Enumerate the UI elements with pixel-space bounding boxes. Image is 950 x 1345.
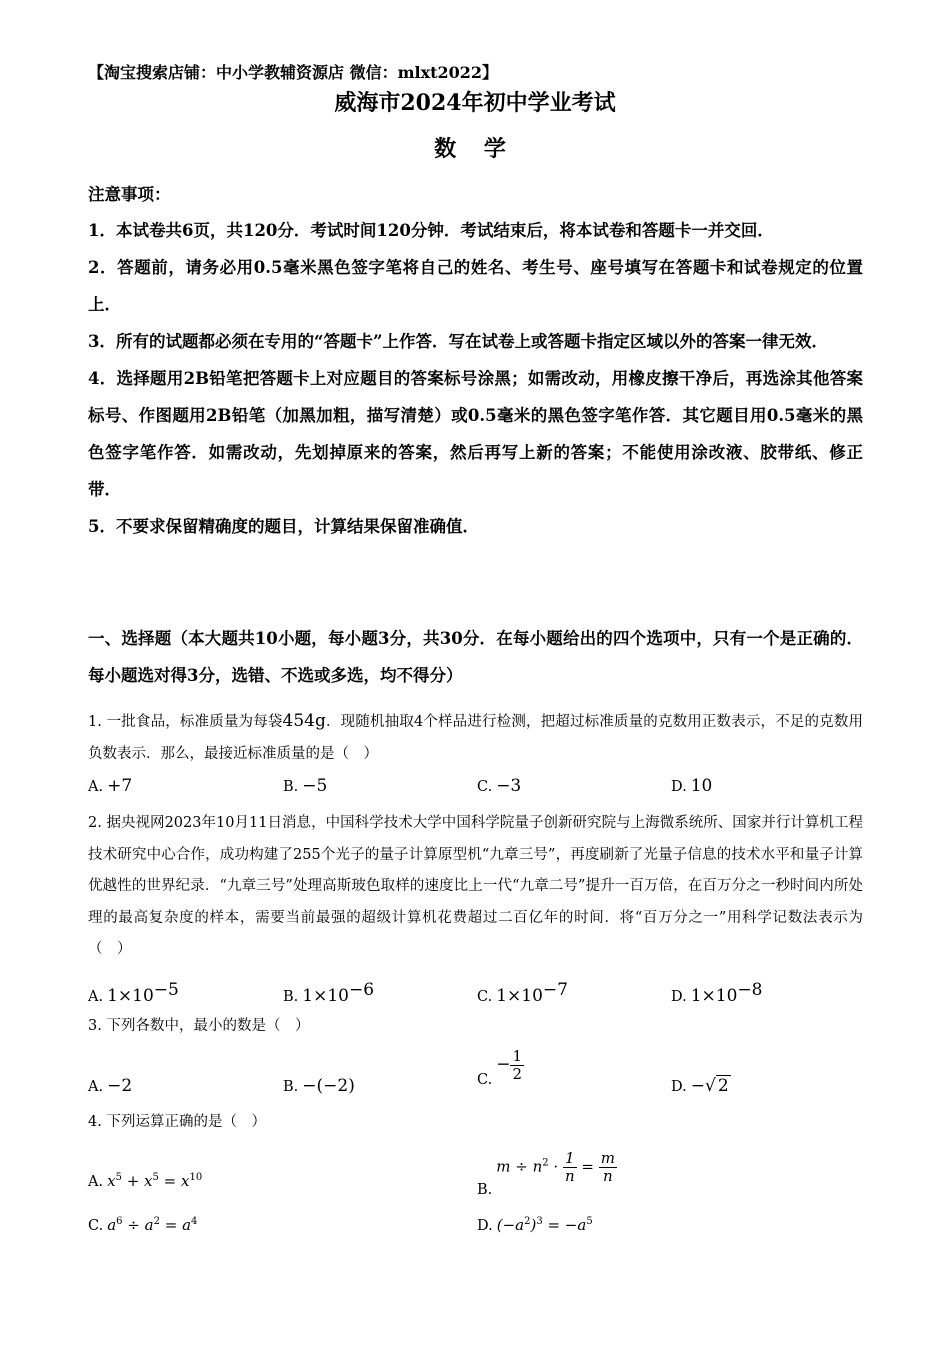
exam-title: 威海市2024年初中学业考试 — [334, 90, 616, 116]
option-label: A. — [88, 1174, 104, 1190]
option-a[interactable] — [88, 1172, 202, 1190]
option-d[interactable] — [477, 1216, 593, 1234]
fraction-denominator: 2 — [512, 1065, 522, 1083]
option-d[interactable] — [671, 1076, 731, 1096]
fraction-denominator: n — [564, 1167, 575, 1185]
option-sign: − — [690, 1076, 705, 1096]
notice-title: 注意事项： — [88, 185, 171, 204]
term: a — [144, 1216, 154, 1234]
option-b[interactable] — [283, 776, 327, 796]
fraction-numerator: 1 — [512, 1047, 522, 1065]
q1-stem-part: 1. 一批食品，标准质量为每袋 — [88, 714, 283, 730]
exponent: 10 — [189, 1172, 203, 1184]
option-a[interactable] — [88, 776, 132, 796]
option-base: 1×10 — [107, 985, 154, 1006]
exponent: 2 — [542, 1157, 549, 1169]
option-d[interactable] — [671, 776, 712, 796]
option-label: C. — [477, 1071, 493, 1088]
option-c[interactable] — [88, 1216, 197, 1234]
q1-stem-part: ．现随机抽取4个样品进行检测，把超过标准质量的克数用正数表示，不足的克数用负数表示．那么，最接近标准质量的是（ ） — [88, 714, 863, 762]
operator: = — [159, 1216, 183, 1234]
option-label: B. — [477, 1181, 493, 1198]
exponent: 5 — [586, 1216, 593, 1228]
section-heading — [88, 620, 863, 694]
option-label: B. — [283, 779, 299, 795]
fraction — [599, 1150, 617, 1185]
operator: · — [548, 1157, 563, 1176]
option-exponent: −6 — [348, 980, 375, 1000]
operator: = — [158, 1172, 181, 1190]
option-b[interactable] — [283, 1076, 355, 1096]
option-label: D. — [477, 1218, 493, 1234]
option-value: +7 — [107, 776, 133, 796]
option-exponent: −8 — [737, 980, 763, 1000]
question-4-options-row2 — [88, 1216, 863, 1248]
question-4-options-row1 — [88, 1150, 863, 1200]
term: m ÷ n — [496, 1157, 543, 1176]
notice-item: 2．答题前，请务必用0.5毫米黑色签字笔将自己的姓名、考生号、座号填写在答题卡和试卷规定的位置上． — [88, 258, 863, 314]
option-b[interactable] — [477, 1150, 617, 1198]
sqrt-sign-icon: √ — [704, 1076, 716, 1096]
option-c[interactable] — [477, 980, 568, 1006]
notices-list — [88, 212, 863, 545]
exponent: 5 — [115, 1172, 122, 1184]
option-label: C. — [88, 1218, 104, 1234]
notice-item: 4．选择题用2B铅笔把答题卡上对应题目的答案标号涂黑；如需改动，用橡皮擦干净后，再选涂其他答案标号、作图题用2B铅笔（加黑加粗，描写清楚）或0.5毫米的黑色签字笔作答．其它题目用0.5毫米的黑色签字笔作答．如需改动，先划掉原来的答案，然后再写上新的答案；不能使用涂改液、胶带纸、修正带． — [88, 369, 863, 499]
question-3-options — [88, 1047, 863, 1102]
term: (−a — [496, 1216, 525, 1234]
exponent: 6 — [116, 1216, 123, 1228]
exponent: 2 — [153, 1216, 160, 1228]
term: x — [181, 1172, 190, 1190]
header-note: 【淘宝搜索店铺：中小学教辅资源店 微信：mlxt2022】 — [88, 63, 499, 82]
option-value: −3 — [496, 776, 522, 796]
fraction — [510, 1048, 524, 1083]
exponent: 2 — [524, 1216, 531, 1228]
question-2-stem: 2. 据央视网2023年10月11日消息，中国科学技术大学中国科学院量子创新研究院与上海微系统所、国家并行计算机工程技术研究中心合作，成功构建了255个光子的量子计算原型机“九章三号”，再度刷新了光量子信息的技术水平和量子计算优越性的世界纪录．“九章三号”处理高斯玻色取样的速度比上一代“九章二号”提升一百万倍，在百万分之一秒时间内所处理的最高复杂度的样本，需要当前最强的超级计算机花费超过二百亿年的时间．将“百万分之一”用科学记数法表示为（ ） — [88, 815, 863, 957]
option-exponent: −5 — [153, 980, 179, 1000]
option-value: −(−2) — [302, 1076, 355, 1096]
exponent: 3 — [536, 1216, 543, 1228]
option-label: D. — [671, 988, 687, 1005]
operator: = −a — [542, 1216, 587, 1234]
term: x — [144, 1172, 153, 1190]
exponent: 5 — [152, 1172, 159, 1184]
fraction — [563, 1150, 577, 1185]
option-value: 10 — [690, 776, 713, 796]
option-base: 1×10 — [302, 985, 349, 1006]
option-b[interactable] — [283, 980, 374, 1006]
option-d[interactable] — [671, 980, 762, 1006]
option-sign: − — [496, 1054, 511, 1075]
option-label: B. — [283, 1079, 299, 1095]
question-4-stem: 4. 下列运算正确的是（ ） — [88, 1114, 266, 1130]
option-value: −5 — [302, 776, 328, 796]
option-label: C. — [477, 779, 493, 795]
subject-title: 数 学 — [434, 136, 516, 162]
question-3-stem: 3. 下列各数中，最小的数是（ ） — [88, 1018, 310, 1034]
option-a[interactable] — [88, 980, 179, 1006]
term: x — [107, 1172, 116, 1190]
option-label: D. — [671, 1079, 687, 1095]
operator: + — [121, 1172, 145, 1190]
option-value: −2 — [107, 1076, 133, 1096]
option-label: C. — [477, 988, 493, 1005]
operator: ÷ — [122, 1216, 145, 1234]
notice-item: 1．本试卷共6页，共120分．考试时间120分钟．考试结束后，将本试卷和答题卡一并交回． — [88, 221, 774, 240]
option-label: A. — [88, 1079, 104, 1095]
operator: = — [576, 1157, 599, 1176]
question-1-options — [88, 776, 863, 806]
notice-item: 5．不要求保留精确度的题目，计算结果保留准确值． — [88, 517, 479, 536]
option-exponent: −7 — [542, 980, 568, 1000]
option-label: A. — [88, 779, 104, 795]
term: ) — [530, 1216, 537, 1234]
term: a — [182, 1216, 192, 1234]
question-2-options — [88, 980, 863, 1010]
section-heading-text: 一、选择题（本大题共10小题，每小题3分，共30分．在每小题给出的四个选项中，只有一个是正确的．每小题选对得3分，选错、不选或多选，均不得分） — [88, 629, 863, 685]
option-c[interactable] — [477, 776, 521, 796]
option-label: B. — [283, 988, 299, 1005]
fraction-numerator: 1 — [563, 1150, 577, 1168]
exponent: 4 — [191, 1216, 198, 1228]
option-a[interactable] — [88, 1076, 132, 1096]
q1-stem-math: 454g — [282, 711, 326, 731]
option-c[interactable] — [477, 1048, 524, 1088]
option-base: 1×10 — [496, 985, 543, 1006]
term: a — [107, 1216, 117, 1234]
option-label: D. — [671, 779, 687, 795]
option-radicand: 2 — [717, 1076, 729, 1096]
question-1-stem — [88, 706, 863, 770]
fraction-numerator: m — [600, 1149, 615, 1167]
option-label: A. — [88, 988, 104, 1005]
option-base: 1×10 — [690, 985, 738, 1006]
fraction-denominator: n — [603, 1167, 613, 1185]
notice-item: 3．所有的试题都必须在专用的“答题卡”上作答．写在试卷上或答题卡指定区域以外的答案一律无效． — [88, 332, 828, 351]
